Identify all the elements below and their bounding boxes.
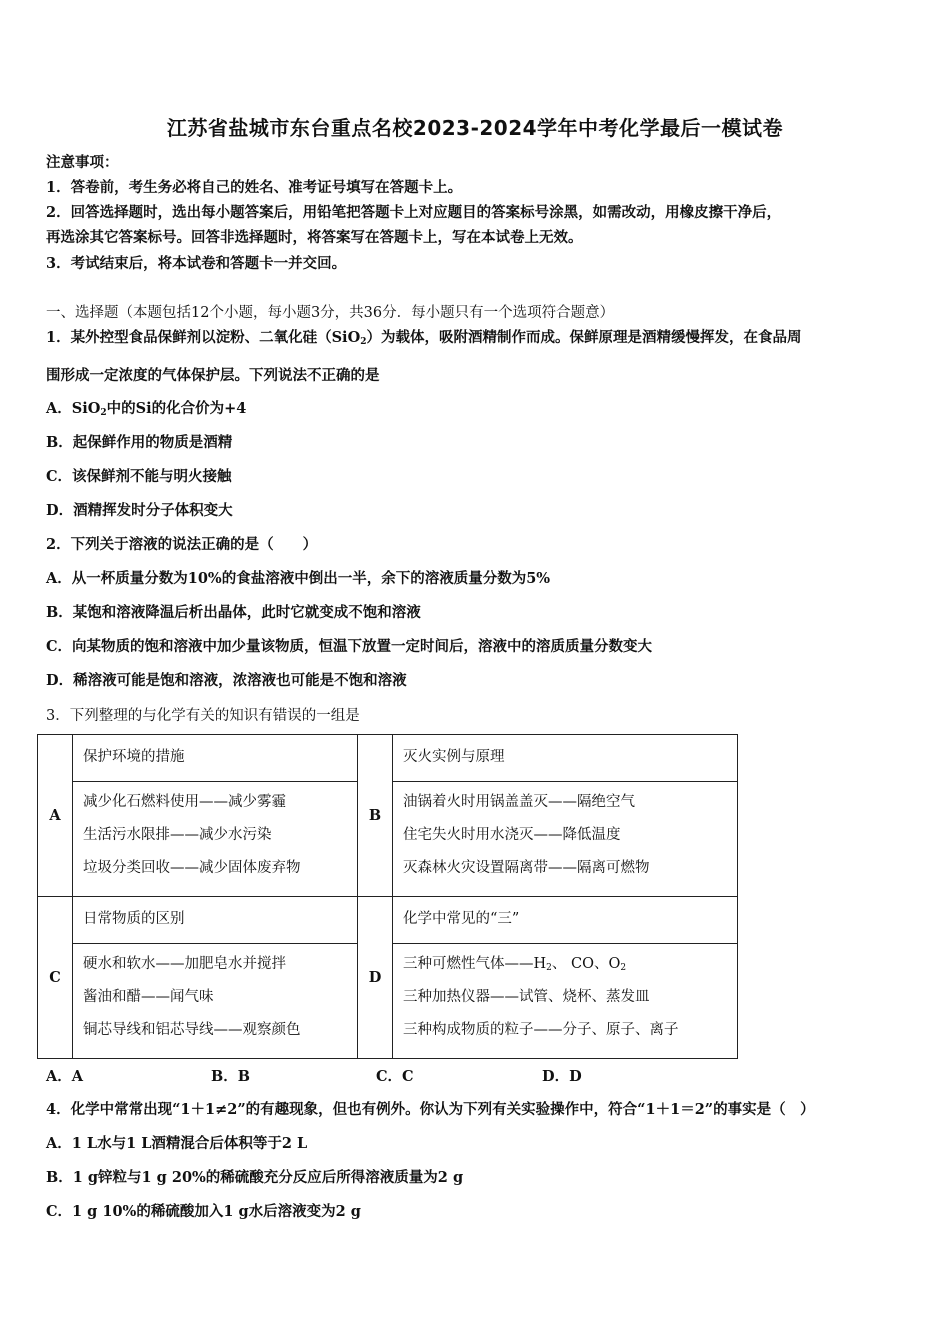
cell-letter-a: A (38, 735, 73, 897)
q3-answer-c[interactable]: C．C (376, 1068, 414, 1085)
q4-option-c[interactable]: C．1 g 10%的稀硫酸加入1 g水后溶液变为2 g (46, 1203, 361, 1220)
section-heading: 一、选择题（本题包括12个小题，每小题3分，共36分．每小题只有一个选项符合题意） (46, 305, 615, 321)
q2-option-d[interactable]: D．稀溶液可能是饱和溶液，浓溶液也可能是不饱和溶液 (46, 672, 407, 689)
cell-body-d: 三种可燃性气体$——H_2$、 CO、$O_2$ 三种加热仪器——试管、烧杯、蒸发皿 三种构成物质的粒子——分子、原子、离子 (393, 944, 738, 1059)
page-title: 江苏省盐城市东台重点名校2023-2024学年中考化学最后一模试卷 (166, 116, 784, 140)
q4-option-a[interactable]: A．1 L水与1 L酒精混合后体积等于2 L (46, 1135, 308, 1152)
q3-answer-b[interactable]: B．B (211, 1068, 251, 1085)
notice-heading: 注意事项： (46, 154, 119, 171)
q3-stem: 3．下列整理的与化学有关的知识有错误的一组是 (46, 708, 360, 724)
cell-body-a: 减少化石燃料使用——减少雾霾 生活污水限排——减少水污染 垃圾分类回收——减少固体废弃物 (73, 782, 358, 897)
q2-stem: 2．下列关于溶液的说法正确的是（ ） (46, 536, 318, 553)
cell-head-a: 保护环境的措施 (73, 735, 358, 782)
q1-stem-line2: 围形成一定浓度的气体保护层。下列说法不正确的是 (46, 367, 380, 384)
q1-stem-line1: 1．某外控型食品保鲜剂以淀粉、二氧化硅（SiO$_2$）为载体，吸附酒精制作而成。保鲜原理是酒精缓慢挥发，在食品周 (46, 329, 802, 347)
q1-option-d[interactable]: D．酒精挥发时分子体积变大 (46, 502, 233, 519)
q2-option-c[interactable]: C．向某物质的饱和溶液中加少量该物质，恒温下放置一定时间后，溶液中的溶质质量分数变大 (46, 638, 653, 655)
q3-knowledge-table (37, 734, 738, 1059)
cell-letter-d: D (358, 897, 393, 1059)
notice-item-2-cont: 再选涂其它答案标号。回答非选择题时，将答案写在答题卡上，写在本试卷上无效。 (46, 229, 583, 246)
notice-item-2: 2．回答选择题时，选出每小题答案后，用铅笔把答题卡上对应题目的答案标号涂黑，如需改动，用橡皮擦干净后， (46, 204, 782, 221)
cell-head-d: 化学中常见的“三” (393, 897, 738, 944)
cell-letter-b: B (358, 735, 393, 897)
q4-option-b[interactable]: B．1 g锌粒与1 g 20%的稀硫酸充分反应后所得溶液质量为2 g (46, 1169, 464, 1186)
cell-letter-c: C (38, 897, 73, 1059)
notice-item-1: 1．答卷前，考生务必将自己的姓名、准考证号填写在答题卡上。 (46, 179, 463, 196)
q2-option-a[interactable]: A．从一杯质量分数为10%的食盐溶液中倒出一半，余下的溶液质量分数为5% (46, 570, 551, 587)
q1-option-c[interactable]: C．该保鲜剂不能与明火接触 (46, 468, 232, 485)
q4-stem: 4．化学中常常出现“1＋1≠2”的有趣现象，但也有例外。你认为下列有关实验操作中，符合“1＋1＝2”的事实是（ ） (46, 1101, 815, 1118)
q1-option-a[interactable]: A．SiO$_2$中的Si的化合价为+4 (46, 400, 247, 418)
q3-answer-d[interactable]: D．D (542, 1068, 582, 1085)
cell-head-c: 日常物质的区别 (73, 897, 358, 944)
q1-option-b[interactable]: B．起保鲜作用的物质是酒精 (46, 434, 233, 451)
notice-item-3: 3．考试结束后，将本试卷和答题卡一并交回。 (46, 255, 347, 272)
q3-answer-a[interactable]: A．A (46, 1068, 84, 1085)
cell-head-b: 灭火实例与原理 (393, 735, 738, 782)
cell-body-c: 硬水和软水——加肥皂水并搅拌 酱油和醋——闻气味 铜芯导线和铝芯导线——观察颜色 (73, 944, 358, 1059)
q2-option-b[interactable]: B．某饱和溶液降温后析出晶体，此时它就变成不饱和溶液 (46, 604, 421, 621)
cell-body-b: 油锅着火时用锅盖盖灭——隔绝空气 住宅失火时用水浇灭——降低温度 灭森林火灾设置隔离带——隔离可燃物 (393, 782, 738, 897)
